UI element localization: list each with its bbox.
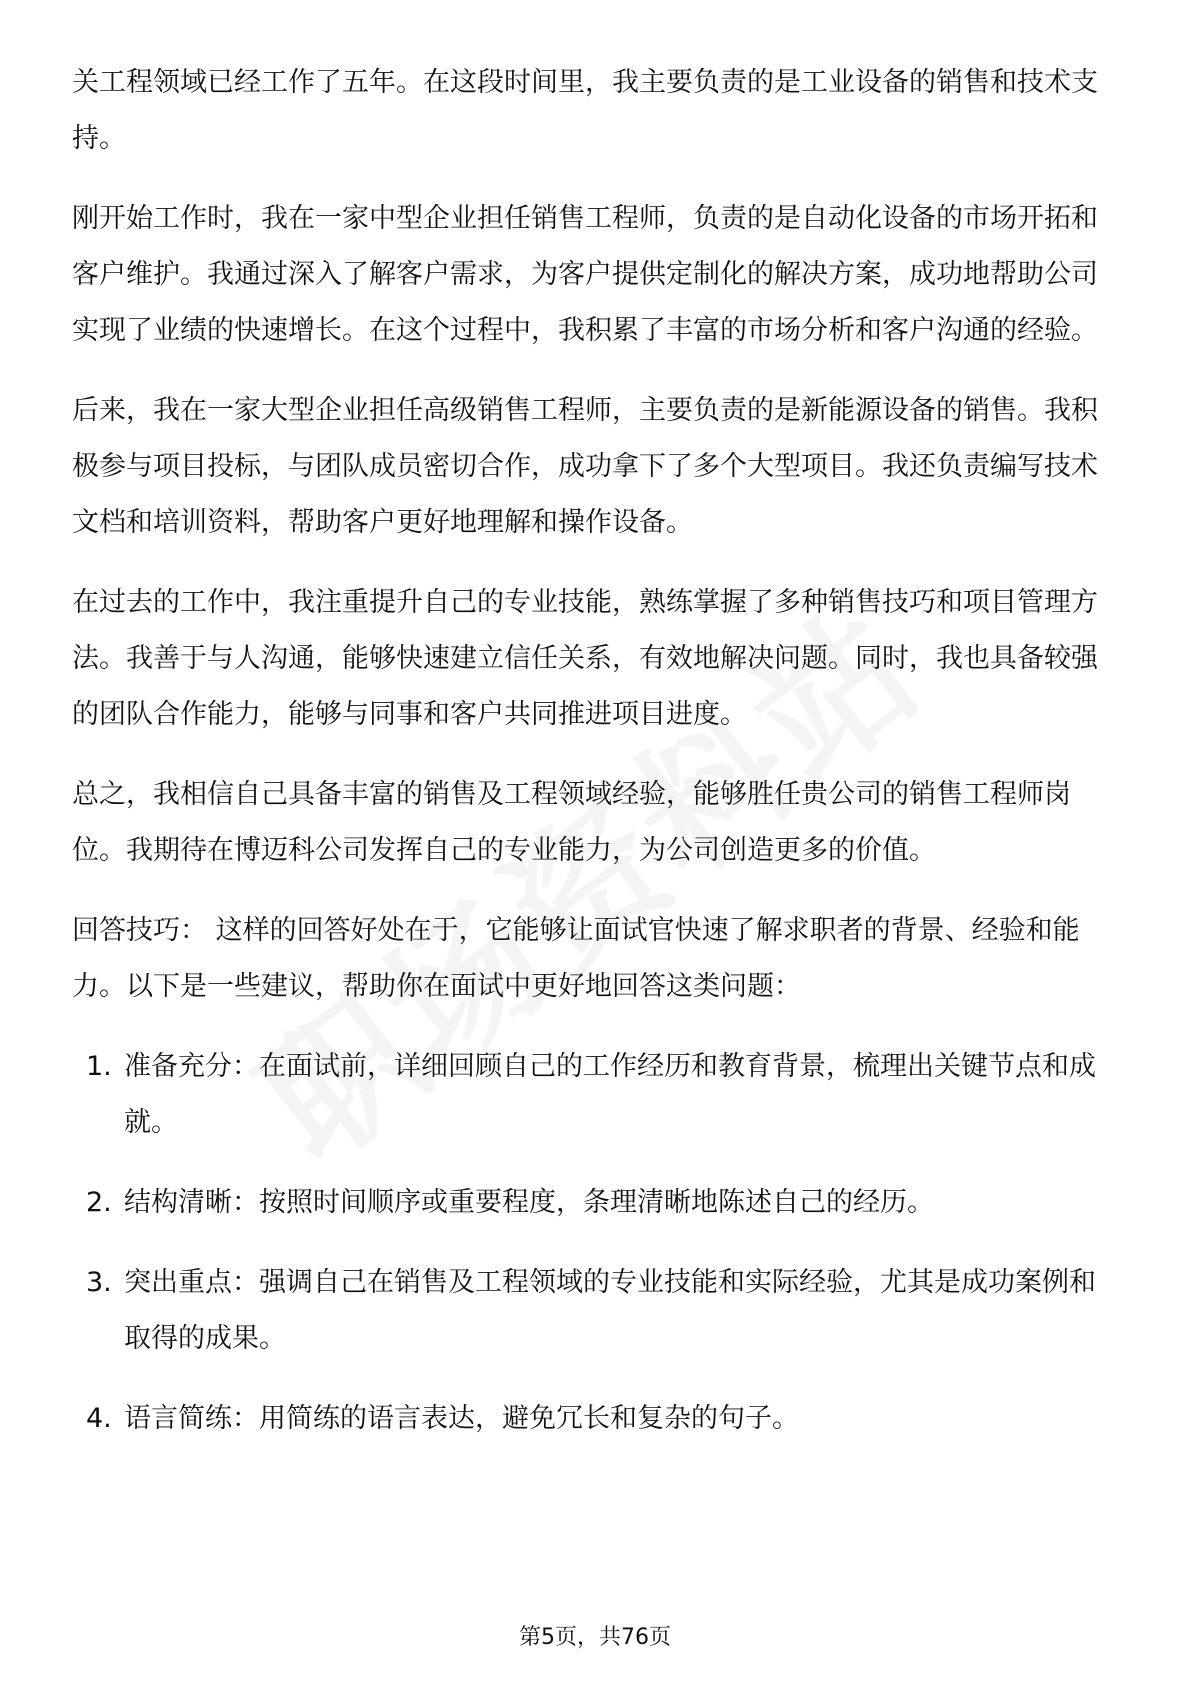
paragraph-skills: 在过去的工作中，我注重提升自己的专业技能，熟练掌握了多种销售技巧和项目管理方法。我善于与人沟通，能够快速建立信任关系，有效地解决问题。同时，我也具备较强的团队合作能力，能够与同事和客户共同推进项目进度。 — [72, 587, 1098, 730]
list-item-text: 语言简练：用简练的语言表达，避免冗长和复杂的句子。 — [124, 1403, 799, 1434]
list-item-text: 准备充分：在面试前，详细回顾自己的工作经历和教育背景，梳理出关键节点和成就。 — [124, 1051, 1096, 1138]
list-item — [72, 1255, 1122, 1367]
document-body — [72, 55, 1122, 1471]
list-item-number: 3. — [86, 1267, 112, 1298]
list-item-text: 突出重点：强调自己在销售及工程领域的专业技能和实际经验，尤其是成功案例和取得的成果。 — [124, 1267, 1096, 1354]
paragraph-second-job: 后来，我在一家大型企业担任高级销售工程师，主要负责的是新能源设备的销售。我积极参与项目投标，与团队成员密切合作，成功拿下了多个大型项目。我还负责编写技术文档和培训资料，帮助客户更好地理解和操作设备。 — [72, 395, 1098, 538]
list-item-number: 2. — [86, 1187, 112, 1218]
paragraph-summary: 总之，我相信自己具备丰富的销售及工程领域经验，能够胜任贵公司的销售工程师岗位。我期待在博迈科公司发挥自己的专业能力，为公司创造更多的价值。 — [72, 779, 1071, 866]
list-item — [72, 1175, 1122, 1231]
list-item-text: 结构清晰：按照时间顺序或重要程度，条理清晰地陈述自己的经历。 — [124, 1187, 934, 1218]
paragraph-answer-tips: 回答技巧： 这样的回答好处在于，它能够让面试官快速了解求职者的背景、经验和能力。以下是一些建议，帮助你在面试中更好地回答这类问题： — [72, 915, 1080, 1002]
list-item — [72, 1039, 1122, 1151]
paragraph-intro-continued: 关工程领域已经工作了五年。在这段时间里，我主要负责的是工业设备的销售和技术支持。 — [72, 67, 1098, 154]
paragraph-first-job: 刚开始工作时，我在一家中型企业担任销售工程师，负责的是自动化设备的市场开拓和客户维护。我通过深入了解客户需求，为客户提供定制化的解决方案，成功地帮助公司实现了业绩的快速增长。在这个过程中，我积累了丰富的市场分析和客户沟通的经验。 — [72, 203, 1098, 346]
list-item-number: 1. — [86, 1051, 112, 1082]
page-number-footer: 第5页，共76页 — [519, 1625, 671, 1650]
list-item-number: 4. — [86, 1403, 112, 1434]
tips-list — [72, 1039, 1122, 1447]
list-item — [72, 1391, 1122, 1447]
